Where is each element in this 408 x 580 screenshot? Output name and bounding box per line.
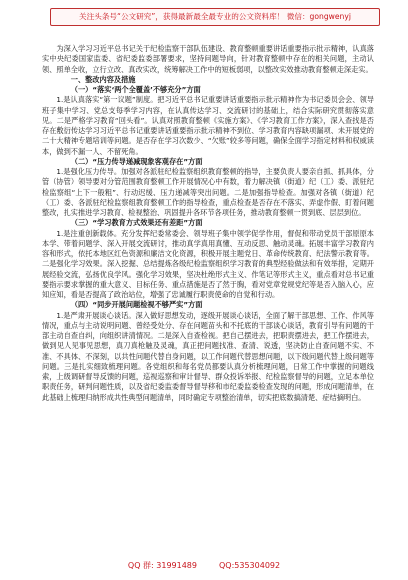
- body-paragraph: 1.是严肃开展谈心谈话。深入做好思想发动，逐级开展谈心谈话，全面了解干部思想、工作、作风等情况，重点与主动说明问题、曾经受处分、存在问题苗头和不托底的干部谈心谈话，教育引导有问题的干部主动自查自纠，向组织讲清情况。二是深入自查检视。把自己摆进去，把职责摆进去，把工作摆进去，做到见人见事见思想，真刀真枪触及灵魂，真正把问题找准、查清、说透，坚决防止自查问题不实、不准、不具体、不深刻，以共性问题代替自身问题，以工作问题代替思想问题，以下级问题代替上级问题等问题。三是扎实细致梳理问题。各党组织和每名党员都要认真分析梳理问题，日常工作中掌握的问题线索，上级调研督导反馈的问题，巡视巡察和审计督导、群众投诉举报、纪检监察督导的问题，立足本单位职责任务，研判问题性质，以及省纪委监委督导督导移和市纪委监委检查发现的问题，形成问题清单，在此基础上梳理归纳形成共性典型问题清单，同时确定专项整治清单，切实把底数搞清楚、症结摘明白。: [42, 310, 374, 402]
- section-heading: （三）“学习教育方式效果还有差距”方面: [70, 218, 203, 228]
- body-paragraph: 1.是注重创新载体。充分发挥纪委常委会、领导班子集中领学促学作用，督促和带动党员干部原原本本学、带着问题学、深入开展交流研讨，推动真学真用真懂、互动反思、触动灵魂。拓展丰富学习教育内容和形式，依托本地区红色资源和廉洁文化资源，积极开展主题党日、革命传统教育、纪法警示教育等。二是强化学习效果。深入挖掘、总结提炼各级纪检监察组织学习教育的典型经验做法和有效举措，定期开展经验交流，弘扬优良学风。强化学习效果，坚决杜绝形式主义、作笔记等形式主义，重点看对总书记重要指示要求掌握的重大意义、目标任务、重点措施是否了然于胸，看对党章党规党纪等是否入脑入心，应知应知，看是否提高了政治站位，增强了忠诚履行职责使命的自觉和行动。: [42, 228, 374, 299]
- qq-contact-text: QQ:535304092: [218, 561, 281, 570]
- section-heading: （四）“同步开展问题检视不够严实”方面: [70, 300, 203, 310]
- section-heading: （一）“落实‘两个全覆盖’不够充分”方面: [70, 85, 201, 94]
- body-paragraph: 为深入学习习近平总书记关于纪检监察干部队伍建设、教育整顿重要讲话重要指示批示精神，认真落实中央纪委国家监委、省纪委监委部署要求，坚持问题导向，针对教育整顿中存在的相关问题，主动认领、照单全收，立行立改、真改实改，统筹解决工作中的短板弱项，以整改实效推动教育整顿走深走实。: [42, 44, 374, 74]
- section-heading: （二）“压力传导递减现象客观存在”方面: [70, 156, 203, 166]
- promo-banner: 关注头条号“公文研究”，获得最新最全最专业的公文资料库！ 微信：gongwenyj: [50, 8, 380, 26]
- section-heading: 一、整改内容及措施: [70, 74, 136, 84]
- qq-group-text: QQ 群: 31991489: [127, 561, 197, 570]
- page-footer: [0, 560, 408, 572]
- document-body: [42, 44, 374, 544]
- body-paragraph: 1.是认真落实“第一议题”制度。把习近平总书记重要讲话重要指示批示精神作为书记委员会会、领导班子集中学习、党总支每季学习内容，在认真传达学习、交流研讨的基础上，结合实际研究贯彻落实意见。二是严格学习教育“回头看”。认真对照教育整顿《实施方案》、《学习教育工作方案》，深入查找是否存在敷衍传达学习习近平总书记重要讲话重要指示批示精神不到位、学习教育内容缺项漏项、未开展党的二十大精神专题培训等问题。是否存在学习次数少、“欠账”较多等问题，确保全面学习指定材料和权威读本，做到不漏一人、不留死角。: [42, 95, 374, 156]
- body-paragraph: 1.是强化压力传导。加强对各派驻纪检监察组织教育整顿的指导，主要负责人要亲自抓、抓具体，分管（协管）领导要对分管范围教育整顿工作开展情况心中有数，着力解决镇（街道）纪（工）委、派驻纪检监察组“上下一般粗”、行动迟缓、压力递减等突出问题。二是加强指导检查。加强对各镇（街道）纪（工）委、各派驻纪检监察组教育整顿工作的指导检查，重点检查是否存在不落实、弄虚作假、盯着问题整改，扎实推进学习教育、检视整治、巩固提升各环节各项任务，推动教育整顿一贯到底、层层到位。: [42, 167, 374, 217]
